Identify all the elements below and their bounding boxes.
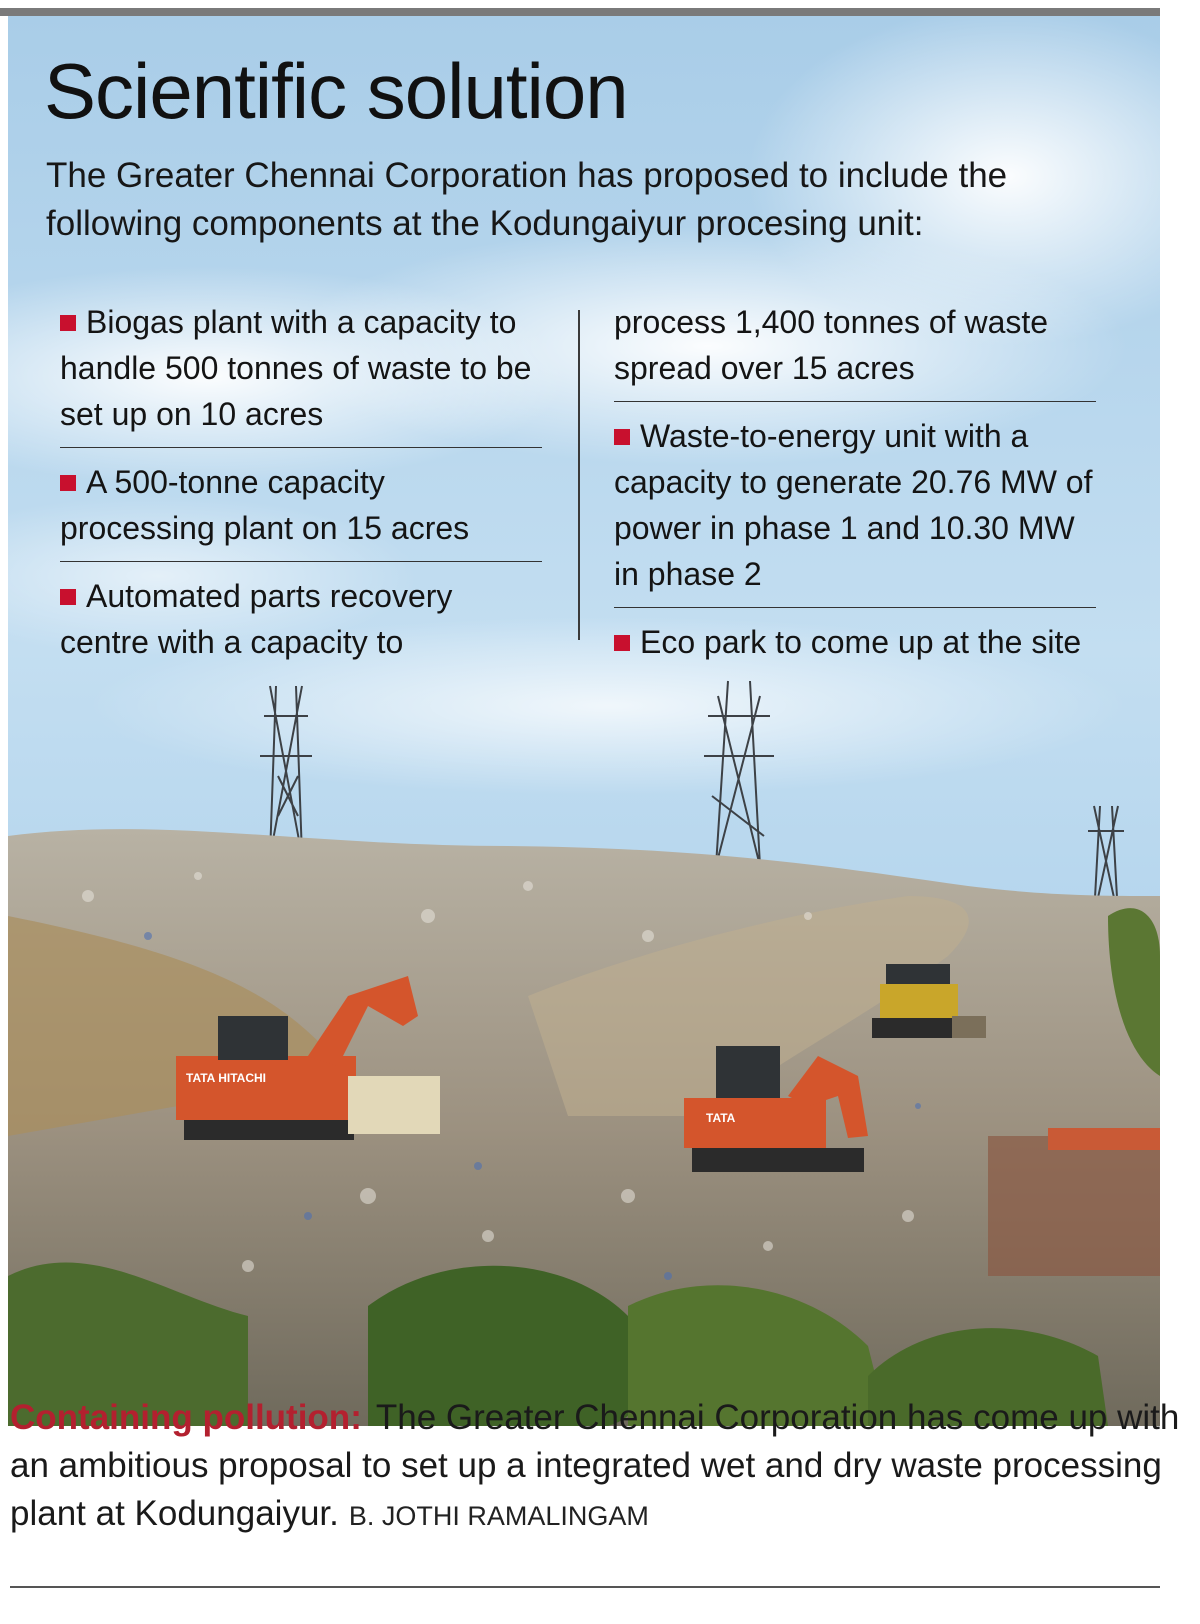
bullet-square-icon	[60, 315, 76, 331]
bullet-square-icon	[614, 635, 630, 651]
truck	[348, 1076, 440, 1134]
column-divider	[578, 310, 580, 640]
components-list-right	[614, 296, 1096, 675]
bullet-square-icon	[60, 475, 76, 491]
caption-text: The Greater Chennai Corporation has come up with an ambitious proposal to set up a integrated wet and dry waste processing plant at Kodungaiyur.	[10, 1398, 1180, 1533]
excavator-label-left: TATA HITACHI	[186, 1071, 266, 1085]
component-item-processing-plant	[60, 456, 542, 562]
component-text: Biogas plant with a capacity to handle 500 tonnes of waste to be set up on 10 acres	[60, 304, 532, 432]
top-rule	[0, 8, 1160, 16]
component-text: Automated parts recovery centre with a capacity to	[60, 578, 453, 660]
component-text: Waste-to-energy unit with a capacity to generate 20.76 MW of power in phase 1 and 10.30 MW in phase 2	[614, 418, 1093, 592]
component-item-biogas	[60, 296, 542, 448]
components-list-left	[60, 296, 542, 675]
photo-caption	[10, 1394, 1190, 1540]
component-text: process 1,400 tonnes of waste spread over 15 acres	[614, 304, 1049, 386]
bullet-square-icon	[60, 589, 76, 605]
component-item-parts-recovery-cont	[614, 296, 1096, 402]
caption-label: Containing pollution:	[10, 1398, 362, 1437]
component-text: Eco park to come up at the site	[640, 624, 1082, 660]
component-item-parts-recovery	[60, 570, 542, 675]
component-text: A 500-tonne capacity processing plant on 15 acres	[60, 464, 470, 546]
graphic-title: Scientific solution	[44, 47, 628, 135]
graphic-intro: The Greater Chennai Corporation has proposed to include the following components at the Kodungaiyur procesing unit:	[46, 156, 1008, 243]
component-item-waste-to-energy	[614, 410, 1096, 608]
bullet-square-icon	[614, 429, 630, 445]
photo-credit: B. JOTHI RAMALINGAM	[348, 1501, 649, 1531]
component-item-eco-park	[614, 616, 1096, 675]
excavator-label-center: TATA	[706, 1111, 736, 1125]
bottom-rule	[10, 1586, 1160, 1588]
